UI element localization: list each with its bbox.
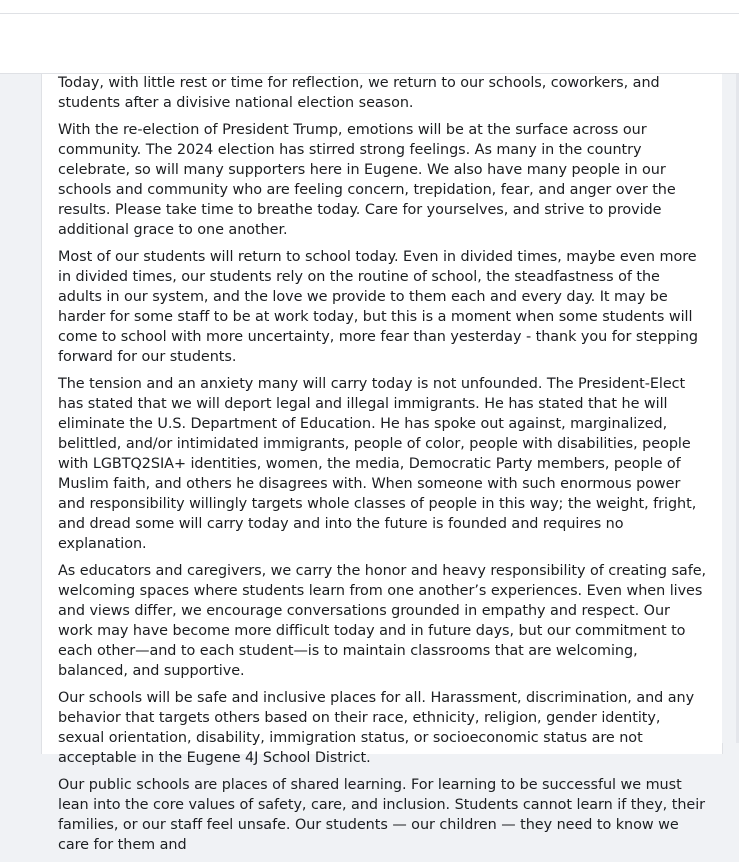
- post-paragraph-5: As educators and caregivers, we carry the honor and heavy responsibility of creating safe, welcoming spaces where students learn from one another’s experiences. Even when lives and views differ, we encourage conversations grounded in empathy and respect. Our work may have become more difficult today and in future days, but our commitment to each other—and to each student—is to maintain classrooms that are welcoming, balanced, and supportive.: [58, 563, 707, 679]
- left-gutter: [0, 74, 41, 743]
- post-paragraph-2: With the re-election of President Trump, emotions will be at the surface across our community. The 2024 election has stirred strong feelings. As many in the country celebrate, so will many supporters here in Eugene. We also have many people in our schools and community who are feeling concern, trepidation, fear, and anger over the results. Please take time to breathe today. Care for yourselves, and strive to provide additional grace to one another.: [58, 122, 676, 238]
- post-paragraph-3: Most of our students will return to school today. Even in divided times, maybe even more in divided times, our students rely on the routine of school, the steadfastness of the adults in our system, and the love we provide to them each and every day. It may be harder for some staff to be at work today, but this is a moment when some students will come to school with more uncertainty, more fear than yesterday - thank you for stepping forward for our students.: [58, 249, 699, 365]
- post-paragraph-7: Our public schools are places of shared learning. For learning to be successful we must lean into the core values of safety, care, and inclusion. Students cannot learn if they, their families, or our staff feel unsafe. Our students — our children — they need to know we care for them and: [58, 777, 706, 853]
- post-paragraph-6: Our schools will be safe and inclusive places for all. Harassment, discrimination, and any behavior that targets others based on their race, ethnicity, religion, gender identity, sexual orientation, disability, immigration status, or socioeconomic status are not acceptable in the Eugene 4J School District.: [58, 690, 695, 766]
- post-paragraph-4: The tension and an anxiety many will carry today is not unfounded. The President-Elect has stated that we will deport legal and illegal immigrants. He has stated that he will eliminate the U.S. Department of Education. He has spoke out against, marginalized, belittled, and/or intimidated immigrants, people of color, people with disabilities, people with LGBTQ2SIA+ identities, women, the media, Democratic Party members, people of Muslim faith, and others he disagrees with. When someone with such enormous power and responsibility willingly targets whole classes of people in this way; the weight, fright, and dread some will carry today and into the future is founded and requires no explanation.: [58, 376, 697, 552]
- post-body: [58, 73, 708, 862]
- top-bar: [0, 0, 739, 14]
- page-header: [0, 14, 739, 74]
- post-paragraph-1: Today, with little rest or time for reflection, we return to our schools, coworkers, and students after a divisive national election season.: [58, 75, 660, 111]
